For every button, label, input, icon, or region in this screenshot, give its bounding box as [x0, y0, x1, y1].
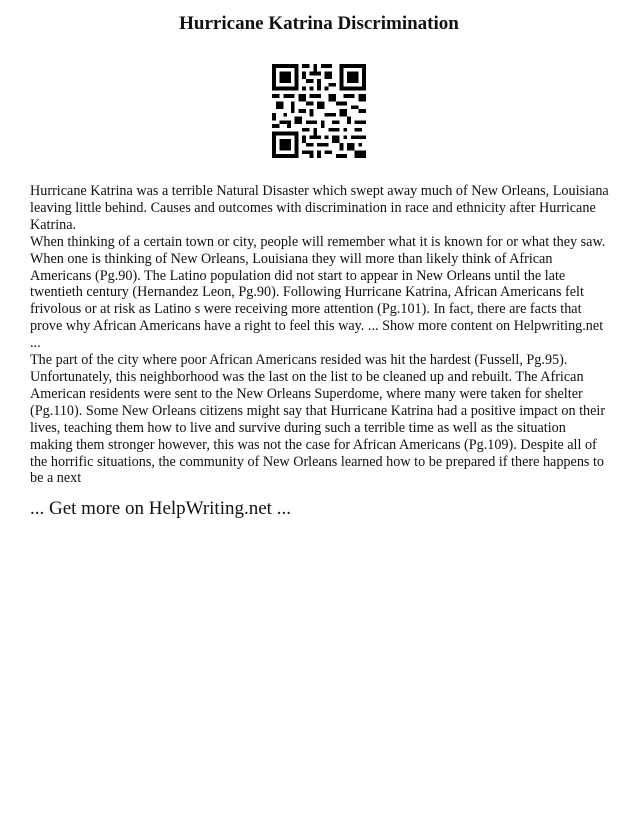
document-title: Hurricane Katrina Discrimination: [179, 13, 459, 34]
article-body: [30, 183, 610, 487]
paragraph-intro: Hurricane Katrina was a terrible Natural Disaster which swept away much of New Orleans, Louisiana leaving little behind. Causes and outcomes with discrimination in race and ethnicity after Hurricane Katrina.: [30, 183, 609, 233]
paragraph-ellipsis: ...: [30, 335, 41, 352]
paragraph-aftermath: The part of the city where poor African Americans resided was hit the hardest (Fussell, Pg.95). Unfortunately, this neighborhood was the last on the list to be cleaned up and rebuilt. The African American residents were sent to the New Orleans Superdome, where many were taken for shelter (Pg.110). Some New Orleans citizens might say that Hurricane Katrina had a positive impact on their lives, teaching them how to live and survive during such a terrible time as well as the situation making them stronger however, this was not the case for African Americans (Pg.109). Despite all of the horrific situations, the community of New Orleans learned how to be prepared if there happens to be a next: [30, 352, 606, 487]
get-more-link[interactable]: ... Get more on HelpWriting.net ...: [30, 498, 291, 519]
paragraph-new-orleans: When thinking of a certain town or city, people will remember what it is known for or what they saw. When one is thinking of New Orleans, Louisiana they will more than likely think of African Americans (Pg.90). The Latino population did not start to appear in New Orleans until the late twentieth century (Hernandez Leon, Pg.90). Following Hurricane Katrina, African Americans felt frivolous or at risk as Latino s were receiving more attention (Pg.101). In fact, there are facts that prove why African Americans have a right to feel this way. ... Show more content on Helpwriting.net: [30, 233, 606, 335]
qr-code-image: [272, 64, 366, 158]
